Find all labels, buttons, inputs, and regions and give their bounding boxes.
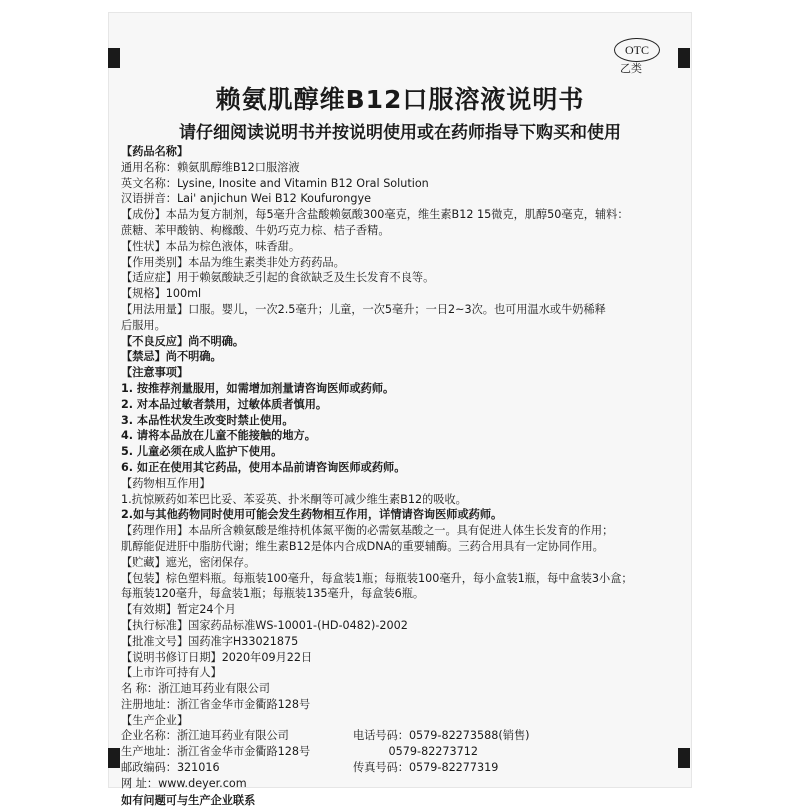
company-field-left: 网 址：www.deyer.com xyxy=(121,776,247,790)
contact-note: 如有问题可与生产企业联系 xyxy=(121,793,256,807)
otc-badge: OTC xyxy=(614,38,660,62)
company-field-right: 0579-82273712 xyxy=(353,745,479,759)
company-row xyxy=(121,728,681,744)
leaflet-line: 2. 对本品过敏者禁用，过敏体质者慎用。 xyxy=(121,397,328,411)
leaflet-line: 4. 请将本品放在儿童不能接触的地方。 xyxy=(121,429,316,443)
leaflet-line: 1.抗惊厥药如苯巴比妥、苯妥英、扑米酮等可减少维生素B12的吸收。 xyxy=(121,492,467,506)
company-field-left: 生产地址：浙江省金华市金衢路128号 xyxy=(121,745,311,759)
company-field-right: 传真号码：0579-82277319 xyxy=(353,761,499,775)
company-row xyxy=(121,744,681,760)
leaflet-lines xyxy=(121,144,681,728)
leaflet-line: 【适应症】用于赖氨酸缺乏引起的食欲缺乏及生长发育不良等。 xyxy=(121,271,435,285)
leaflet-line: 通用名称：赖氨肌醇维B12口服溶液 xyxy=(121,160,300,174)
leaflet-line: 名 称：浙江迪耳药业有限公司 xyxy=(121,682,270,696)
registration-mark-top-right xyxy=(678,48,690,68)
leaflet-line: 2.如与其他药物同时使用可能会发生药物相互作用，详情请咨询医师或药师。 xyxy=(121,508,503,522)
leaflet-line: 6. 如正在使用其它药品，使用本品前请咨询医师或药师。 xyxy=(121,460,406,474)
leaflet-line: 【生产企业】 xyxy=(121,713,189,727)
leaflet-line: 【说明书修订日期】2020年09月22日 xyxy=(121,650,313,664)
company-field-left: 邮政编码：321016 xyxy=(121,761,220,775)
leaflet-line: 【规格】100ml xyxy=(121,287,202,301)
company-row xyxy=(121,776,681,792)
leaflet-line: 注册地址：浙江省金华市金衢路128号 xyxy=(121,697,311,711)
leaflet-line: 【批准文号】国药准字H33021875 xyxy=(121,634,299,648)
leaflet-line: 【包装】棕色塑料瓶。每瓶装100毫升，每盒装1瓶；每瓶装100毫升，每小盒装1瓶，每中盒装3小盒； xyxy=(121,571,633,585)
leaflet-line: 【用法用量】口服。婴儿，一次2.5毫升；儿童，一次5毫升；一日2~3次。也可用温水或牛奶稀释 xyxy=(121,302,606,316)
leaflet-line: 【执行标准】国家药品标准WS-10001-(HD-0482)-2002 xyxy=(121,618,408,632)
leaflet-line: 【贮藏】遮光，密闭保存。 xyxy=(121,555,256,569)
leaflet-line: 每瓶装120毫升，每盒装1瓶；每瓶装135毫升，每盒装6瓶。 xyxy=(121,587,425,601)
leaflet-line: 【作用类别】本品为维生素类非处方药药品。 xyxy=(121,255,345,269)
company-field-right: 电话号码：0579-82273588(销售) xyxy=(353,729,530,743)
leaflet-line: 蔗糖、苯甲酸钠、枸橼酸、牛奶巧克力棕、桔子香精。 xyxy=(121,223,390,237)
leaflet-line: 【禁忌】尚不明确。 xyxy=(121,350,222,364)
leaflet-line: 【注意事项】 xyxy=(121,366,189,380)
otc-category: 乙类 xyxy=(620,62,642,75)
company-row xyxy=(121,760,681,776)
document-title: 赖氨肌醇维B12口服溶液说明书 xyxy=(215,85,585,114)
leaflet-line: 后服用。 xyxy=(121,318,166,332)
leaflet-line: 【上市许可持有人】 xyxy=(121,666,222,680)
leaflet-line: 3. 本品性状发生改变时禁止使用。 xyxy=(121,413,294,427)
registration-mark-top-left xyxy=(108,48,120,68)
leaflet-line: 【药理作用】本品所含赖氨酸是维持机体氮平衡的必需氨基酸之一。具有促进人体生长发育的作用； xyxy=(121,524,614,538)
leaflet-line: 【成份】本品为复方制剂，每5毫升含盐酸赖氨酸300毫克，维生素B12 15微克，肌醇50毫克，辅料： xyxy=(121,208,629,222)
company-info xyxy=(121,728,681,791)
leaflet-line: 【不良反应】尚不明确。 xyxy=(121,334,245,348)
leaflet-line: 肌醇能促进肝中脂肪代谢；维生素B12是体内合成DNA的重要辅酶。三药合用具有一定协同作用。 xyxy=(121,539,604,553)
leaflet-line: 【性状】本品为棕色液体，味香甜。 xyxy=(121,239,301,253)
leaflet-line: 【药品名称】 xyxy=(121,145,189,158)
registration-mark-bottom-left xyxy=(108,748,120,768)
leaflet-line: 1. 按推荐剂量服用，如需增加剂量请咨询医师或药师。 xyxy=(121,381,395,395)
leaflet-line: 【药物相互作用】 xyxy=(121,476,211,490)
company-field-left: 企业名称：浙江迪耳药业有限公司 xyxy=(121,729,289,743)
leaflet-body xyxy=(121,144,681,808)
document-subtitle: 请仔细阅读说明书并按说明使用或在药师指导下购买和使用 xyxy=(179,123,621,143)
leaflet-line: 英文名称：Lysine, Inosite and Vitamin B12 Oral Solution xyxy=(121,176,429,190)
leaflet-line: 汉语拼音：Lai' anjichun Wei B12 Koufurongye xyxy=(121,192,371,206)
leaflet-line: 【有效期】暂定24个月 xyxy=(121,603,236,617)
leaflet-line: 5. 儿童必须在成人监护下使用。 xyxy=(121,445,283,459)
